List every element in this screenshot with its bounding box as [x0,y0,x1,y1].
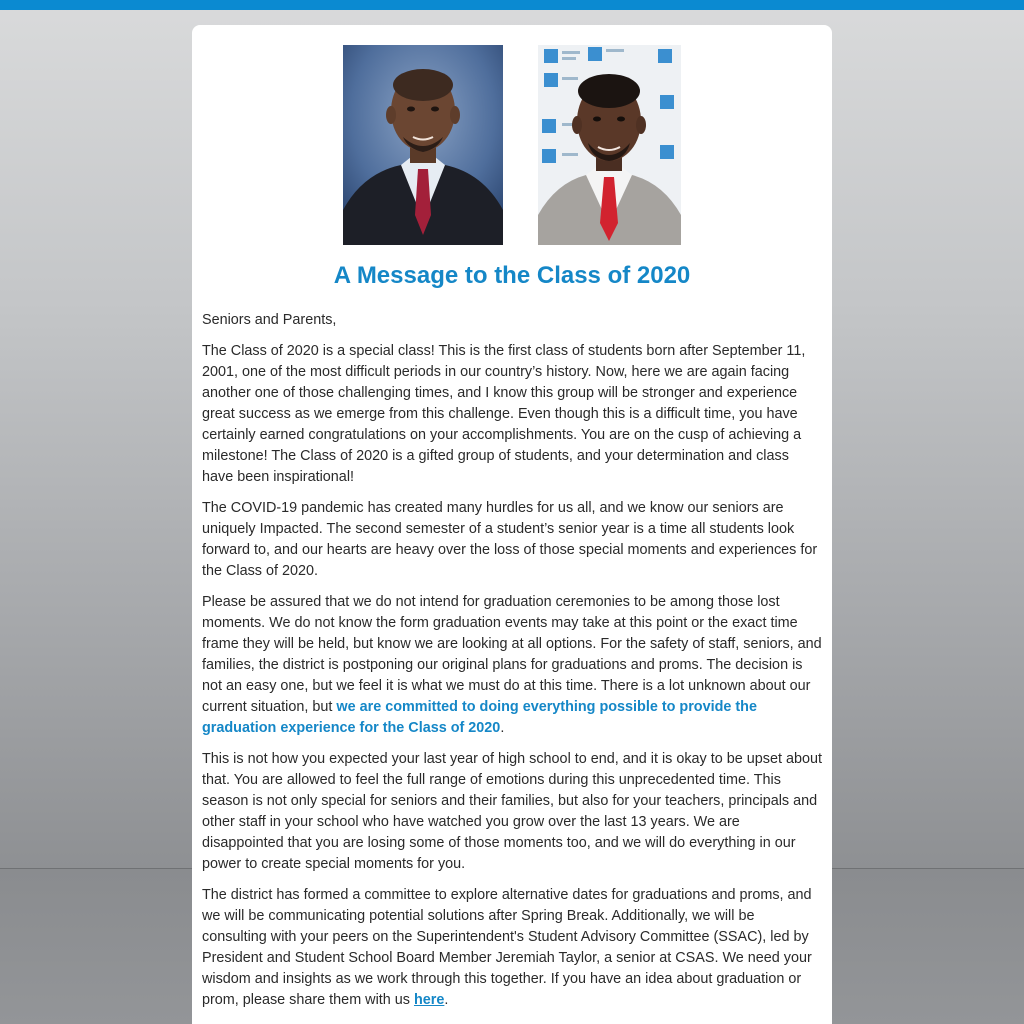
portrait-man-gray-suit-photo [538,45,681,245]
paragraph-1: The Class of 2020 is a special class! This is the first class of students born after September 11, 2001, one of the most difficult periods in our country’s history. Now, here we are again facing another one of those challenging times, and I know this group will be stronger and experience great success as we emerge from this challenge. Even though this is a difficult time, you have certainly earned congratulations on your accomplishments. You are on the cusp of achieving a milestone! The Class of 2020 is a gifted group of students, and your determination and class have been inspirational! [202,343,806,485]
portrait-photo-right [538,45,681,245]
portrait-photo-left [343,45,503,245]
page-title: A Message to the Class of 2020 [333,262,691,289]
share-ideas-link[interactable]: here [413,992,445,1008]
paragraph-3-end: . [500,720,505,736]
portrait-man-dark-suit-photo [343,45,503,245]
paragraph-4: This is not how you expected your last year of high school to end, and it is okay to be upset about that. You are allowed to feel the full range of emotions during this unprecedented time. This season is not only special for seniors and their families, but also for your teachers, principals and other staff in your school who have watched you grow over the last 13 years. We are disappointed that you are losing some of those moments too, and we will do everything in our power to create special moments for you. [202,751,822,872]
message-card [192,25,832,1024]
paragraph-2: The COVID-19 pandemic has created many hurdles for us all, and we know our seniors are uniquely Impacted. The second semester of a student’s senior year is a time all students look forward to, and our hearts are heavy over the loss of those special moments and experiences for the Class of 2020. [202,500,818,579]
paragraph-3 [202,592,822,739]
paragraph-3-text: Please be assured that we do not intend for graduation ceremonies to be among those lost moments. We do not know the form graduation events may take at this point or the exact time frame they will be held, but know we are looking at all options. For the safety of staff, seniors, and families, the district is postponing our original plans for graduations and proms. The decision is not an easy one, but we feel it is what we must do at this time. There is a lot unknown about our current situation, but [202,594,822,715]
paragraph-5 [202,885,822,1011]
portrait-photos [202,45,822,245]
paragraph-5-text: The district has formed a committee to explore alternative dates for graduations and proms, and we will be communicating potential solutions after Spring Break. Additionally, we will be consulting with your peers on the Superintendent's Student Advisory Committee (SSAC), led by President and Student School Board Member Jeremiah Taylor, a senior at CSAS. We need your wisdom and insights as we work through this together. If you have an idea about graduation or prom, please share them with us [202,887,812,1008]
salutation: Seniors and Parents, [202,312,337,328]
top-accent-bar [0,0,1024,10]
message-body [202,310,822,1011]
paragraph-5-end: . [444,992,449,1008]
highlighted-commitment: we are committed to doing everything possible to provide the graduation experience for the Class of 2020 [202,699,757,736]
